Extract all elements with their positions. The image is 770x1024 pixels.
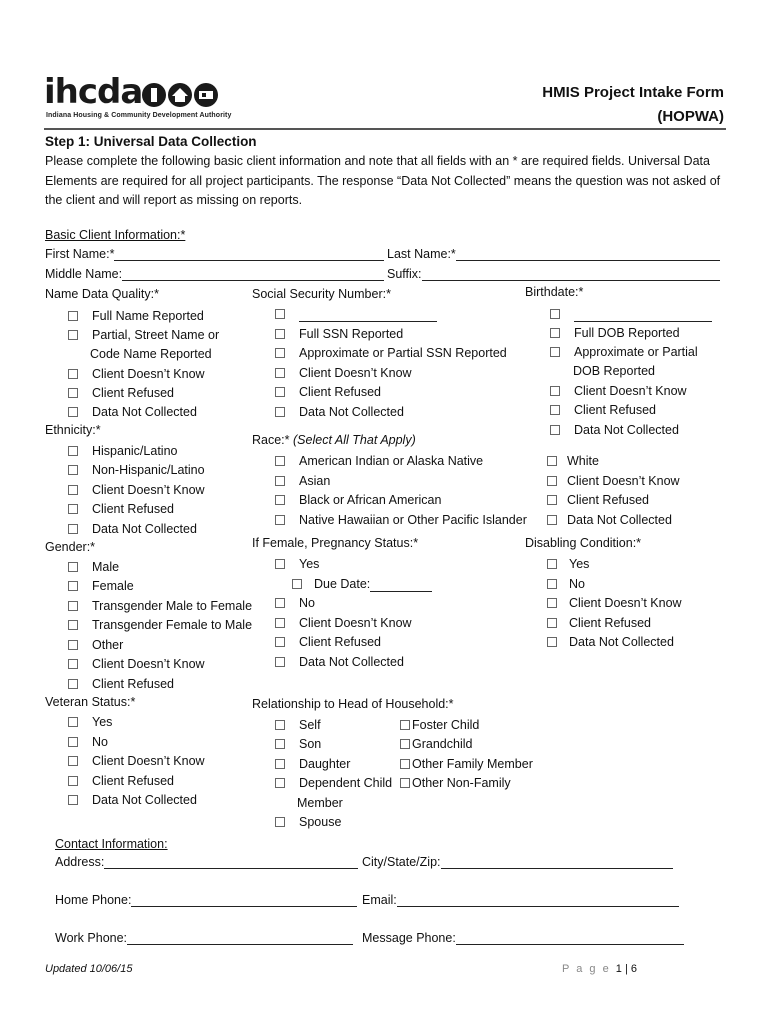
checkbox[interactable] (275, 407, 285, 417)
ssn-option[interactable]: Approximate or Partial SSN Reported (275, 345, 507, 361)
suffix-field[interactable] (387, 267, 720, 281)
birthdate-option-cont: DOB Reported (573, 364, 655, 378)
basic-info-heading: Basic Client Information:* (45, 228, 186, 242)
relationship-option[interactable]: Dependent Child (275, 775, 392, 791)
race-option[interactable]: American Indian or Alaska Native (275, 453, 483, 469)
birthdate-option[interactable]: Data Not Collected (550, 422, 679, 438)
checkbox[interactable] (68, 756, 78, 766)
veteran-label: Veteran Status:* (45, 695, 136, 709)
checkbox[interactable] (275, 759, 285, 769)
gender-option[interactable]: Client Doesn’t Know (68, 656, 205, 672)
contact-heading: Contact Information: (55, 837, 168, 851)
checkbox[interactable] (275, 720, 285, 730)
checkbox[interactable] (275, 618, 285, 628)
first-name-field[interactable] (45, 247, 384, 261)
checkbox[interactable] (68, 601, 78, 611)
birthdate-option[interactable]: Client Refused (550, 402, 656, 418)
middle-name-label: Middle Name: (45, 267, 123, 281)
checkbox[interactable] (68, 485, 78, 495)
checkbox[interactable] (68, 465, 78, 475)
disabling-option[interactable]: Client Refused (547, 615, 651, 631)
checkbox[interactable] (275, 515, 285, 525)
last-name-blank[interactable] (456, 247, 720, 261)
checkbox[interactable] (68, 620, 78, 630)
ethnicity-option[interactable]: Data Not Collected (68, 521, 197, 537)
veteran-option[interactable]: Client Refused (68, 773, 174, 789)
checkbox[interactable] (68, 659, 78, 669)
relationship-option[interactable]: Foster Child (400, 717, 479, 733)
checkbox[interactable] (547, 495, 557, 505)
first-name-label: First Name:* (45, 247, 115, 261)
pregnancy-label: If Female, Pregnancy Status:* (252, 536, 419, 550)
race-note: (Select All That Apply) (293, 433, 416, 447)
veteran-option[interactable]: Data Not Collected (68, 792, 197, 808)
disabling-option[interactable]: Client Doesn’t Know (547, 595, 682, 611)
checkbox[interactable] (547, 515, 557, 525)
form-title: HMIS Project Intake Form (542, 84, 724, 101)
race-label: Race:* (Select All That Apply) (252, 433, 416, 447)
checkbox[interactable] (68, 640, 78, 650)
name-quality-option[interactable]: Data Not Collected (68, 404, 197, 420)
checkbox[interactable] (400, 739, 410, 749)
birthdate-option[interactable]: Approximate or Partial (550, 344, 698, 360)
header-rule (44, 128, 726, 130)
checkbox[interactable] (68, 369, 78, 379)
checkbox[interactable] (275, 456, 285, 466)
middle-name-blank[interactable] (122, 267, 384, 281)
checkbox[interactable] (275, 348, 285, 358)
message-phone-blank[interactable] (456, 931, 684, 945)
pregnancy-option[interactable]: Client Doesn’t Know (275, 615, 412, 631)
pregnancy-option[interactable]: Yes (275, 556, 319, 572)
gender-label: Gender:* (45, 540, 96, 554)
checkbox[interactable] (68, 524, 78, 534)
checkbox[interactable] (275, 739, 285, 749)
gender-option[interactable]: Transgender Female to Male (68, 617, 252, 633)
disabling-option[interactable]: Data Not Collected (547, 634, 674, 650)
checkbox[interactable] (275, 329, 285, 339)
logo-icons (140, 80, 222, 110)
checkbox[interactable] (275, 559, 285, 569)
checkbox[interactable] (68, 330, 78, 340)
pregnancy-option[interactable]: No (275, 595, 315, 611)
disabling-option[interactable]: No (547, 576, 585, 592)
first-name-blank[interactable] (114, 247, 384, 261)
checkbox[interactable] (550, 328, 560, 338)
due-date-field[interactable]: Due Date: (292, 576, 432, 592)
checkbox[interactable] (68, 407, 78, 417)
checkbox[interactable] (547, 476, 557, 486)
race-option[interactable]: Client Refused (547, 492, 649, 508)
checkbox[interactable] (275, 495, 285, 505)
step-heading: Step 1: Universal Data Collection (45, 134, 257, 149)
relationship-label: Relationship to Head of Household:* (252, 697, 454, 711)
checkbox[interactable] (68, 311, 78, 321)
checkbox[interactable] (275, 817, 285, 827)
checkbox[interactable] (550, 347, 560, 357)
birthdate-option[interactable]: Full DOB Reported (550, 325, 680, 341)
gender-option[interactable]: Other (68, 637, 123, 653)
disabling-option[interactable]: Yes (547, 556, 589, 572)
relationship-option[interactable]: Grandchild (400, 736, 472, 752)
name-quality-option[interactable]: Client Refused (68, 385, 174, 401)
checkbox[interactable] (275, 476, 285, 486)
birthdate-option[interactable]: Client Doesn’t Know (550, 383, 687, 399)
page-number: P a g e 1 | 6 (562, 963, 637, 975)
veteran-option[interactable]: Yes (68, 714, 112, 730)
pregnancy-option[interactable]: Client Refused (275, 634, 381, 650)
last-name-field[interactable] (387, 247, 720, 261)
checkbox[interactable] (68, 581, 78, 591)
race-option[interactable]: Black or African American (275, 492, 441, 508)
checkbox[interactable] (68, 446, 78, 456)
checkbox[interactable] (547, 637, 557, 647)
relationship-option[interactable]: Other Non-Family (400, 775, 511, 791)
birthdate-label: Birthdate:* (525, 285, 584, 299)
updated-date: Updated 10/06/15 (45, 963, 133, 975)
checkbox[interactable] (275, 637, 285, 647)
checkbox[interactable] (68, 717, 78, 727)
ssn-input[interactable] (275, 306, 437, 322)
checkbox[interactable] (68, 504, 78, 514)
race-option[interactable]: Asian (275, 473, 330, 489)
city-field[interactable]: City/State/Zip: (362, 855, 673, 869)
race-option[interactable]: Client Doesn’t Know (547, 473, 680, 489)
checkbox[interactable] (550, 386, 560, 396)
checkbox[interactable] (275, 657, 285, 667)
checkbox[interactable] (550, 309, 560, 319)
checkbox[interactable] (275, 387, 285, 397)
middle-name-field[interactable] (45, 267, 384, 281)
checkbox[interactable] (68, 795, 78, 805)
email-field[interactable]: Email: (362, 893, 679, 907)
checkbox[interactable] (68, 679, 78, 689)
disabling-label: Disabling Condition:* (525, 536, 642, 550)
last-name-label: Last Name:* (387, 247, 456, 261)
relationship-option[interactable]: Other Family Member (400, 756, 533, 772)
relationship-option[interactable]: Son (275, 736, 321, 752)
birthdate-blank[interactable] (574, 308, 712, 322)
checkbox[interactable] (68, 562, 78, 572)
ssn-option[interactable]: Client Refused (275, 384, 381, 400)
ssn-option[interactable]: Full SSN Reported (275, 326, 403, 342)
race-option[interactable]: Data Not Collected (547, 512, 672, 528)
suffix-label: Suffix: (387, 267, 422, 281)
checkbox[interactable] (550, 405, 560, 415)
relationship-option[interactable]: Spouse (275, 814, 341, 830)
gender-option[interactable]: Male (68, 559, 119, 575)
work-phone-blank[interactable] (127, 931, 353, 945)
checkbox[interactable] (68, 388, 78, 398)
home-phone-field[interactable]: Home Phone: (55, 893, 357, 907)
message-phone-field[interactable]: Message Phone: (362, 931, 684, 945)
checkbox[interactable] (547, 598, 557, 608)
ethnicity-label: Ethnicity:* (45, 423, 101, 437)
checkbox[interactable] (400, 759, 410, 769)
logo-subtitle: Indiana Housing & Community Development Authority (46, 112, 232, 119)
checkbox[interactable] (550, 425, 560, 435)
relationship-option-cont: Member (297, 796, 343, 810)
ssn-option[interactable]: Data Not Collected (275, 404, 404, 420)
due-date-blank[interactable] (370, 578, 432, 592)
gender-option[interactable]: Client Refused (68, 676, 174, 692)
ssn-label: Social Security Number:* (252, 287, 391, 301)
veteran-option[interactable]: Client Doesn’t Know (68, 753, 205, 769)
form-subtitle: (HOPWA) (657, 108, 724, 125)
city-blank[interactable] (441, 855, 673, 869)
race-option[interactable]: White (547, 453, 599, 469)
ethnicity-option[interactable]: Non-Hispanic/Latino (68, 462, 205, 478)
birthdate-input[interactable] (550, 306, 712, 322)
intro-paragraph: Please complete the following basic client information and note that all fields with an * are required fields. Universal Data Elements are required for all project participants. The response “Data Not Collected” means the question was not asked of the client and will report as missing on reports. (45, 154, 721, 207)
checkbox[interactable] (68, 776, 78, 786)
checkbox[interactable] (68, 737, 78, 747)
ethnicity-option[interactable]: Hispanic/Latino (68, 443, 177, 459)
address-field[interactable]: Address: (55, 855, 358, 869)
logo-wordmark: ihcda (44, 72, 143, 112)
ethnicity-option[interactable]: Client Doesn’t Know (68, 482, 205, 498)
checkbox[interactable] (275, 778, 285, 788)
checkbox[interactable] (400, 778, 410, 788)
email-blank[interactable] (397, 893, 679, 907)
name-quality-option[interactable]: Full Name Reported (68, 308, 204, 324)
gender-option[interactable]: Female (68, 578, 134, 594)
work-phone-field[interactable]: Work Phone: (55, 931, 353, 945)
address-blank[interactable] (104, 855, 358, 869)
checkbox[interactable] (547, 559, 557, 569)
ethnicity-option[interactable]: Client Refused (68, 501, 174, 517)
name-quality-option[interactable]: Partial, Street Name or (68, 327, 219, 343)
checkbox[interactable] (275, 598, 285, 608)
checkbox[interactable] (547, 579, 557, 589)
suffix-blank[interactable] (422, 267, 720, 281)
checkbox[interactable] (400, 720, 410, 730)
relationship-option[interactable]: Self (275, 717, 321, 733)
veteran-option[interactable]: No (68, 734, 108, 750)
name-quality-label: Name Data Quality:* (45, 287, 159, 301)
checkbox[interactable] (547, 456, 557, 466)
gender-option[interactable]: Transgender Male to Female (68, 598, 252, 614)
name-quality-option-cont: Code Name Reported (90, 347, 212, 361)
relationship-option[interactable]: Daughter (275, 756, 350, 772)
checkbox[interactable] (292, 579, 302, 589)
ssn-blank[interactable] (299, 308, 437, 322)
name-quality-option[interactable]: Client Doesn’t Know (68, 366, 205, 382)
checkbox[interactable] (275, 309, 285, 319)
ssn-option[interactable]: Client Doesn’t Know (275, 365, 412, 381)
pregnancy-option[interactable]: Data Not Collected (275, 654, 404, 670)
race-option[interactable]: Native Hawaiian or Other Pacific Islander (275, 512, 527, 528)
checkbox[interactable] (547, 618, 557, 628)
checkbox[interactable] (275, 368, 285, 378)
home-phone-blank[interactable] (131, 893, 357, 907)
